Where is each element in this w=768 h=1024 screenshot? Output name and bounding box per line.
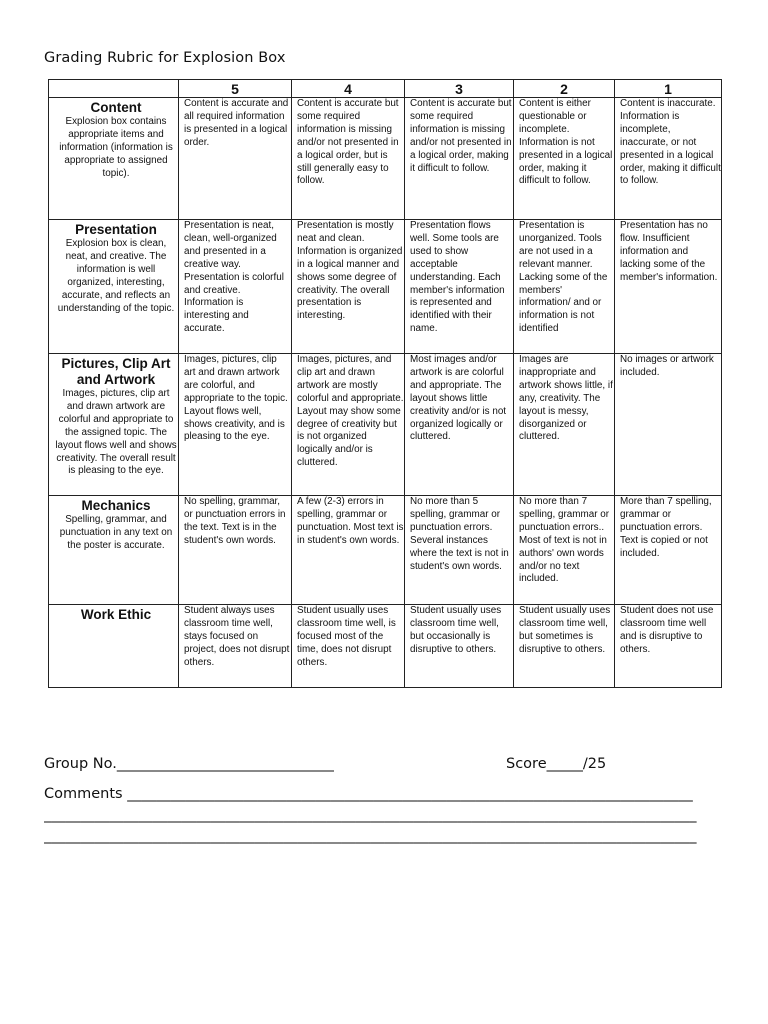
criterion-row-pictures xyxy=(49,354,722,496)
criterion-row-mechanics xyxy=(49,496,722,605)
comments-line: __________________________________________________________________________________________ xyxy=(44,828,697,844)
score-header-5: 5 xyxy=(179,80,292,98)
rubric-cell: Content is accurate but some required information is missing and/or not presented in a logical order, but is still generally easy to follow. xyxy=(292,98,405,220)
rubric-cell: Most images and/or artwork is are colorful and appropriate. The layout shows little creativity and/or is not organized logically or cluttered. xyxy=(405,354,514,496)
criterion-row-content xyxy=(49,98,722,220)
rubric-cell: Content is accurate but some required information is missing and/or not presented in a logical order, making it difficult to follow. xyxy=(405,98,514,220)
score-header-3: 3 xyxy=(405,80,514,98)
criterion-name: Content xyxy=(90,100,142,115)
rubric-cell: No more than 5 spelling, grammar or punctuation errors. Several instances where the text is not in student's own words. xyxy=(405,496,514,605)
rubric-cell: Presentation is mostly neat and clean. Information is organized in a logical manner and shows some degree of creativity. The overall presentation is interesting. xyxy=(292,220,405,354)
rubric-cell: Student always uses classroom time well, stays focused on project, does not disrupt others. xyxy=(179,605,292,688)
criterion-name: Mechanics xyxy=(81,498,151,513)
rubric-table xyxy=(48,79,722,688)
criterion-cell xyxy=(49,220,179,354)
score-header-2: 2 xyxy=(514,80,615,98)
rubric-cell: A few (2-3) errors in spelling, grammar or punctuation. Most text is in student's own words. xyxy=(292,496,405,605)
rubric-cell: More than 7 spelling, grammar or punctuation errors. Text is copied or not included. xyxy=(615,496,722,605)
rubric-cell: Student usually uses classroom time well, is focused most of the time, does not disrupt others. xyxy=(292,605,405,688)
rubric-cell: Student usually uses classroom time well, but occasionally is disruptive to others. xyxy=(405,605,514,688)
criterion-cell xyxy=(49,605,179,688)
criterion-cell xyxy=(49,354,179,496)
rubric-cell: Presentation is unorganized. Tools are not used in a relevant manner. Lacking some of the members' information/ and or information is not identified xyxy=(514,220,615,354)
criterion-description: Spelling, grammar, and punctuation in any text on the poster is accurate. xyxy=(59,514,173,551)
criterion-description: Explosion box contains appropriate items and information (information is appropriate to assigned topic). xyxy=(59,116,173,179)
page-title: Grading Rubric for Explosion Box xyxy=(44,50,286,66)
rubric-cell: No more than 7 spelling, grammar or punctuation errors.. Most of text is not in authors' own words and/or no text included. xyxy=(514,496,615,605)
comments-field: Comments ______________________________________________________________________________ xyxy=(44,786,693,802)
rubric-cell: No images or artwork included. xyxy=(615,354,722,496)
rubric-cell: Content is either questionable or incomplete. Information is not presented in a logical order, making it difficult to follow. xyxy=(514,98,615,220)
comments-line: __________________________________________________________________________________________ xyxy=(44,807,697,823)
header-blank-cell xyxy=(49,80,179,98)
rubric-cell: Images, pictures, clip art and drawn artwork are colorful, and appropriate to the topic. Layout flows well, shows creativity, and is pleasing to the eye. xyxy=(179,354,292,496)
rubric-cell: Presentation flows well. Some tools are used to show acceptable understanding. Each member's information is represented and identified with their name. xyxy=(405,220,514,354)
score-header-1: 1 xyxy=(615,80,722,98)
criterion-row-presentation xyxy=(49,220,722,354)
criterion-description: Images, pictures, clip art and drawn artwork are colorful and appropriate to the assigned topic. The layout flows well and shows creativity. The overall result is pleasing to the eye. xyxy=(55,388,177,477)
score-header-row xyxy=(49,80,722,98)
criterion-row-work-ethic xyxy=(49,605,722,688)
rubric-cell: Student usually uses classroom time well, but sometimes is disruptive to others. xyxy=(514,605,615,688)
rubric-cell: Images, pictures, and clip art and drawn artwork are mostly colorful and appropriate. Layout may show some degree of creativity but is not organized logically and/or is cluttered. xyxy=(292,354,405,496)
criterion-name: Pictures, Clip Art and Artwork xyxy=(61,356,171,387)
criterion-name: Work Ethic xyxy=(80,607,152,622)
criterion-cell xyxy=(49,496,179,605)
score-header-4: 4 xyxy=(292,80,405,98)
criterion-name: Presentation xyxy=(75,222,157,237)
criterion-cell xyxy=(49,98,179,220)
rubric-cell: Content is accurate and all required information is presented in a logical order. xyxy=(179,98,292,220)
rubric-cell: Presentation is neat, clean, well-organized and presented in a creative way. Presentation is colorful and creative. Information is interesting and accurate. xyxy=(179,220,292,354)
rubric-cell: Content is inaccurate. Information is incomplete, inaccurate, or not presented in a logical order, making it difficult to follow. xyxy=(615,98,722,220)
group-number-field: Group No.______________________________ xyxy=(44,756,335,772)
rubric-cell: Presentation has no flow. Insufficient information and lacking some of the member's information. xyxy=(615,220,722,354)
rubric-cell: No spelling, grammar, or punctuation errors in the text. Text is in the student's own words. xyxy=(179,496,292,605)
rubric-cell: Images are inappropriate and artwork shows little, if any, creativity. The layout is messy, disorganized or cluttered. xyxy=(514,354,615,496)
criterion-description: Explosion box is clean, neat, and creative. The information is well organized, interesting, accurate, and reflects an understanding of the topic. xyxy=(57,238,175,314)
rubric-cell: Student does not use classroom time well and is disruptive to others. xyxy=(615,605,722,688)
score-field: Score_____/25 xyxy=(506,756,607,772)
